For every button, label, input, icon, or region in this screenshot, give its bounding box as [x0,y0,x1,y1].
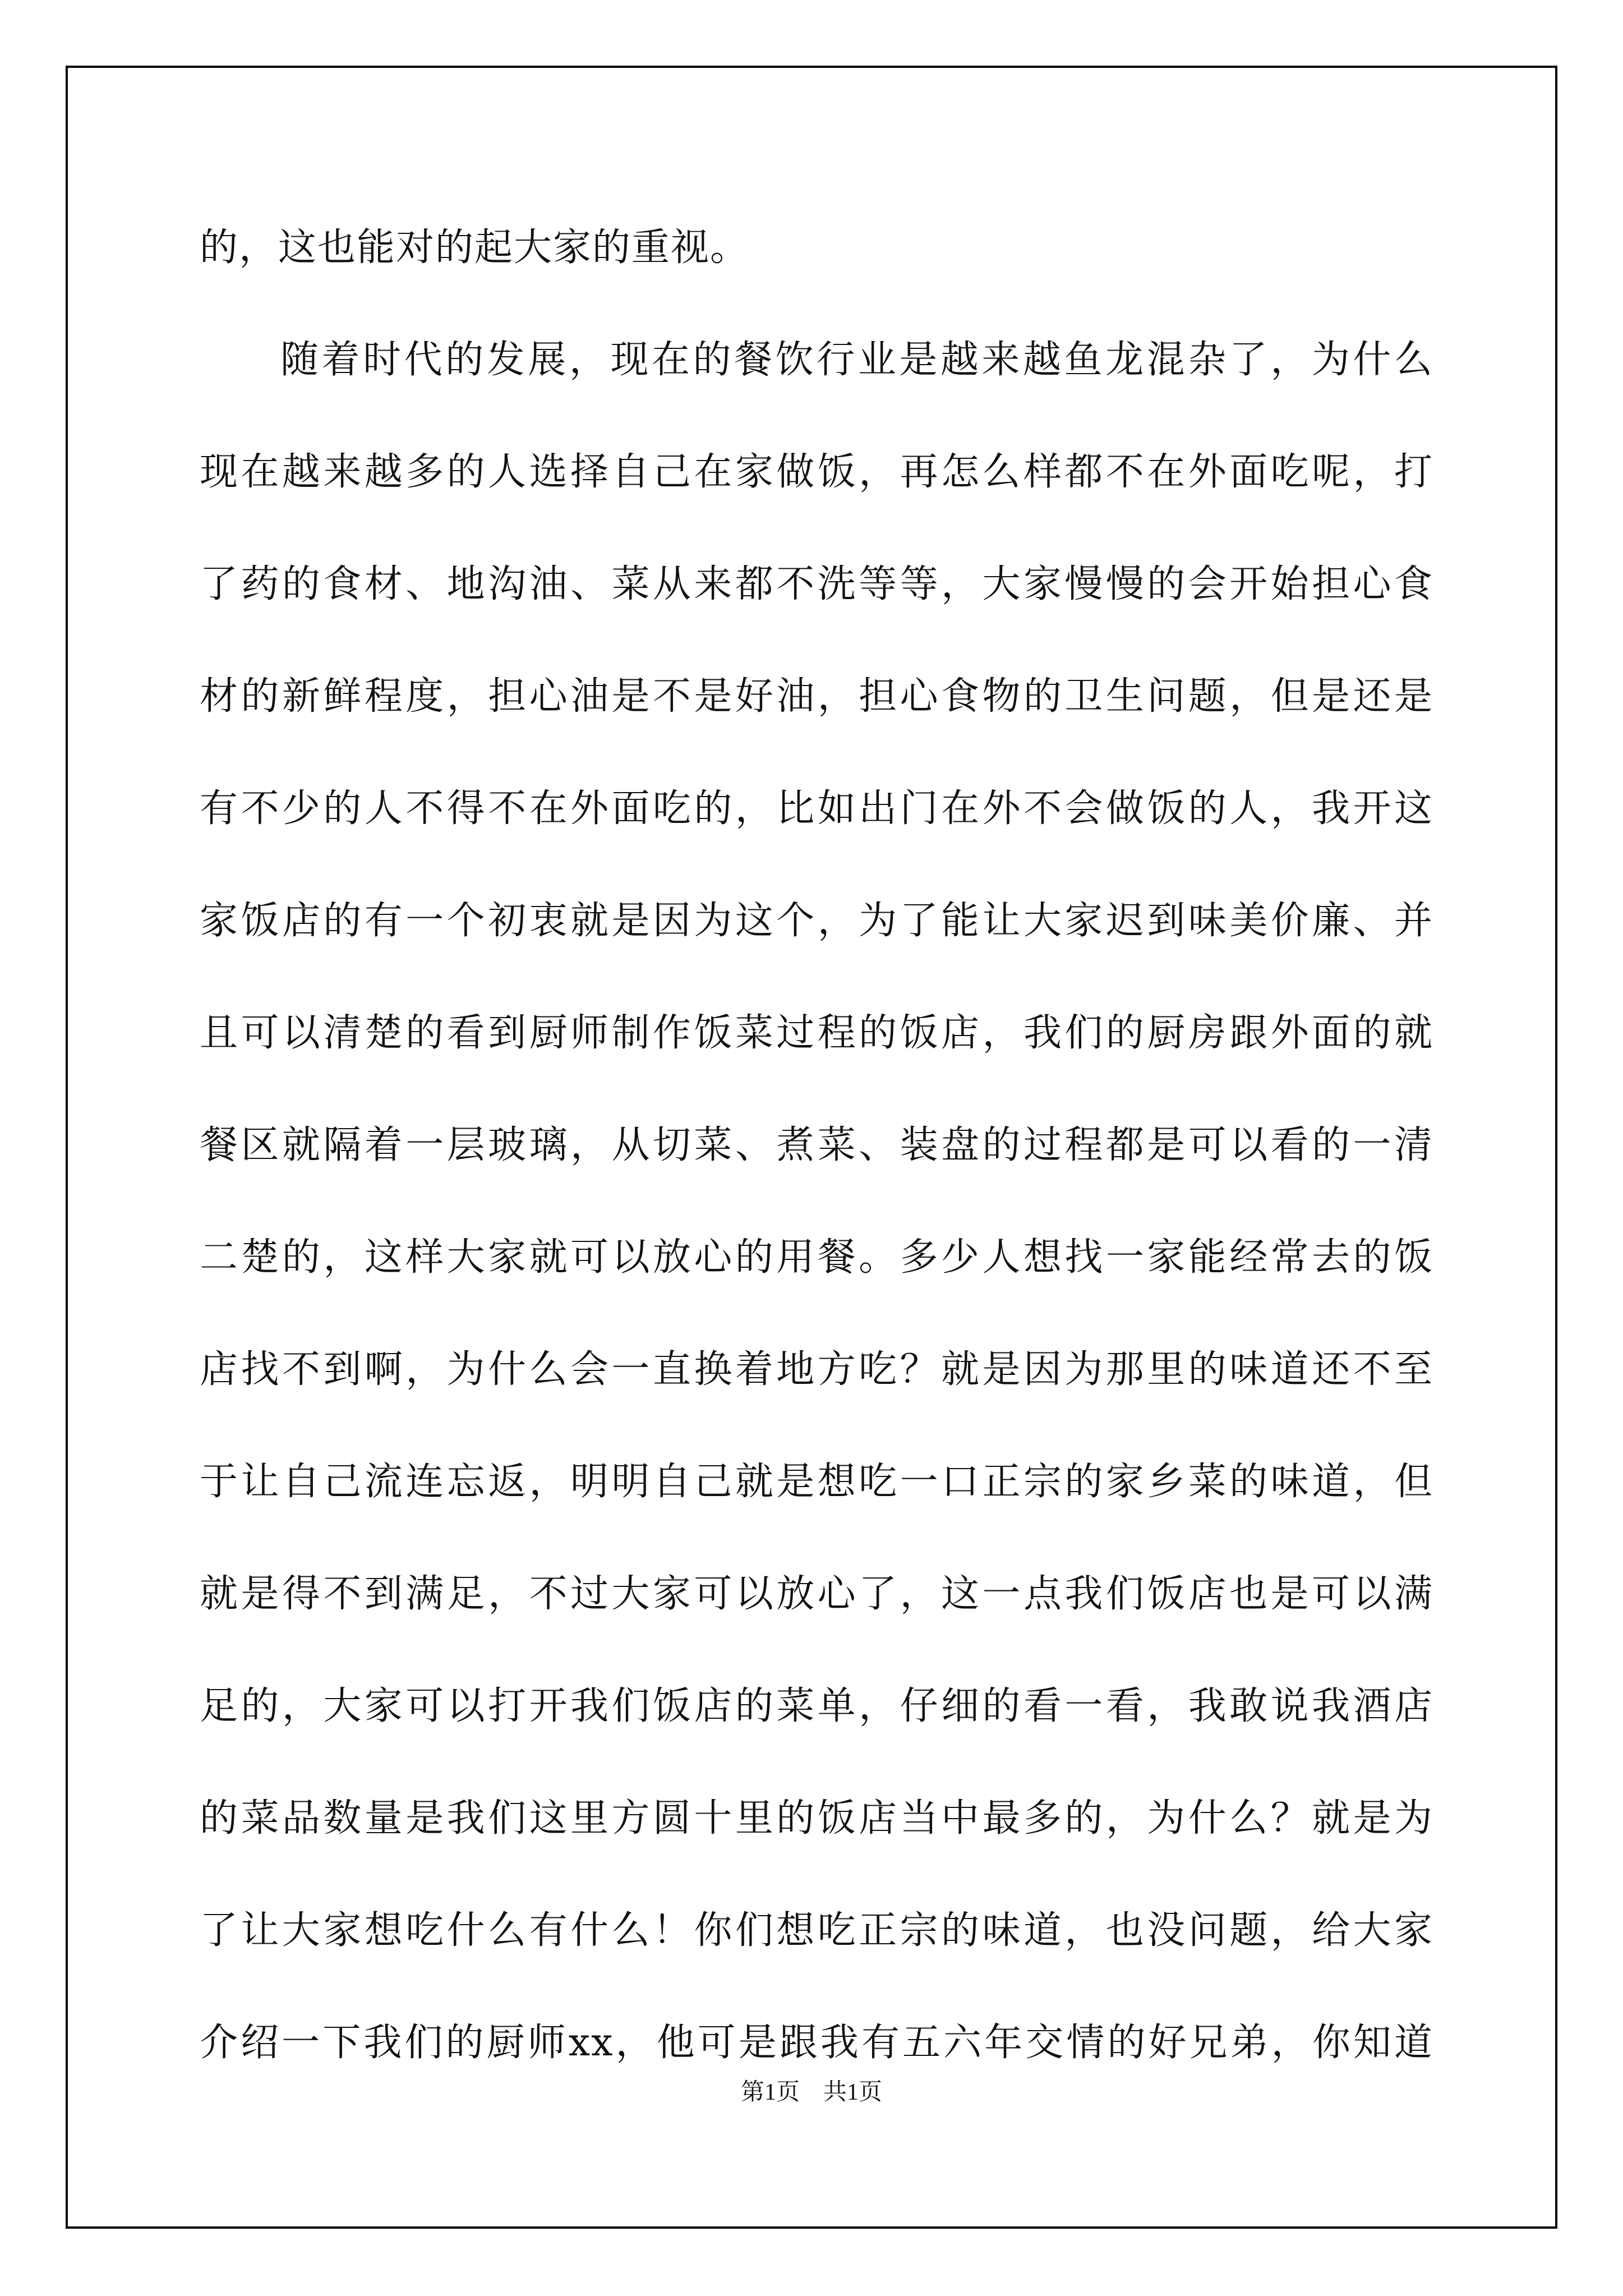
page-number-footer: 第1页 共1页 [740,2079,882,2105]
text-line-12: 于让自己流连忘返，明明自己就是想吃一口正宗的家乡菜的味道，但 [200,1460,1433,1504]
text-line-5: 材的新鲜程度，担心油是不是好油，担心食物的卫生问题，但是还是 [200,674,1433,719]
text-line-17: 介绍一下我们的厨师xx，他可是跟我有五六年交情的好兄弟，你知道 [200,2021,1433,2065]
text-line-2: 随着时代的发展，现在的餐饮行业是越来越鱼龙混杂了，为什么 [280,338,1433,382]
text-line-8: 且可以清楚的看到厨师制作饭菜过程的饭店，我们的厨房跟外面的就 [200,1011,1433,1055]
text-line-16: 了让大家想吃什么有什么！你们想吃正宗的味道，也没问题，给大家 [200,1908,1433,1953]
text-line-6: 有不少的人不得不在外面吃的，比如出门在外不会做饭的人，我开这 [200,786,1433,831]
text-line-9: 餐区就隔着一层玻璃，从切菜、煮菜、装盘的过程都是可以看的一清 [200,1123,1433,1167]
text-line-1: 的，这也能对的起大家的重视。 [200,226,750,270]
text-line-4: 了药的食材、地沟油、菜从来都不洗等等，大家慢慢的会开始担心食 [200,562,1433,606]
text-line-13: 就是得不到满足，不过大家可以放心了，这一点我们饭店也是可以满 [200,1572,1433,1616]
text-line-15: 的菜品数量是我们这里方圆十里的饭店当中最多的，为什么？就是为 [200,1796,1433,1841]
text-line-10: 二楚的，这样大家就可以放心的用餐。多少人想找一家能经常去的饭 [200,1235,1433,1280]
text-line-11: 店找不到啊，为什么会一直换着地方吃？就是因为那里的味道还不至 [200,1347,1433,1392]
text-line-7: 家饭店的有一个初衷就是因为这个，为了能让大家迟到味美价廉、并 [200,899,1433,943]
text-line-14: 足的，大家可以打开我们饭店的菜单，仔细的看一看，我敢说我酒店 [200,1684,1433,1728]
text-line-3: 现在越来越多的人选择自己在家做饭，再怎么样都不在外面吃呢，打 [200,450,1433,494]
